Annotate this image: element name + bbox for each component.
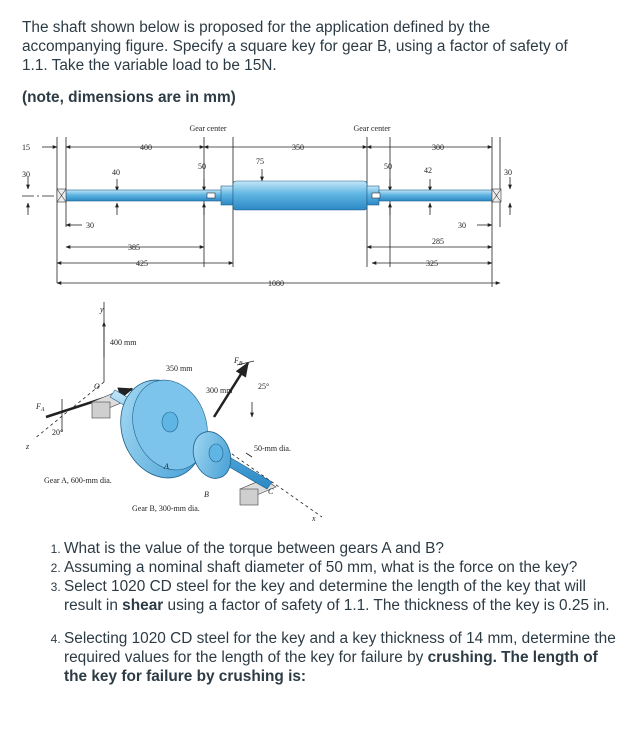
- problem-intro: The shaft shown below is proposed for the application defined by the accompanying figure. Specify a square key for gear B, using a factor of safety of 1.1. Take the variable load to be 15N.: [22, 19, 568, 74]
- dim-30-left-dia: 30: [22, 170, 30, 179]
- point-c-label: C: [268, 487, 274, 496]
- dim-300mm: 300 mm: [206, 386, 233, 395]
- dim-30-bottom-left: 30: [86, 221, 94, 230]
- dim-425: 425: [136, 259, 148, 268]
- gear-a-label: Gear A, 600-mm dia.: [44, 476, 112, 485]
- question-4: 4. Selecting 1020 CD steel for the key and a key thickness of 14 mm, determine the required values for the length of the key for failure by crushing. The length of the key for failure by crushing is:: [64, 629, 624, 686]
- axis-y-label: y: [100, 305, 104, 314]
- axis-x-label: x: [312, 514, 316, 523]
- axis-z-label: z: [26, 442, 30, 451]
- question-3: 3. Select 1020 CD steel for the key and determine the length of the key that will result in shear using a factor of safety of 1.1. The thickness of the key is 0.25 in.: [64, 577, 624, 615]
- angle-a-label: 20°: [52, 428, 64, 437]
- question-1: 1. What is the value of the torque between gears A and B?: [64, 539, 624, 558]
- dimension-note: (note, dimensions are in mm): [22, 89, 236, 106]
- point-a-label: A: [164, 462, 169, 471]
- dim-30-right-dia: 30: [504, 168, 512, 177]
- dim-385: 385: [128, 243, 140, 252]
- dim-350: 350: [292, 143, 304, 152]
- dim-40: 40: [112, 168, 120, 177]
- dim-50-left: 50: [198, 162, 206, 171]
- dim-50-right: 50: [384, 162, 392, 171]
- force-b-label: $F_B$: [234, 356, 243, 367]
- dim-325: 325: [426, 259, 438, 268]
- dim-400: 400: [140, 143, 152, 152]
- gear-center-label-left: Gear center: [189, 124, 227, 133]
- point-b-label: B: [204, 490, 209, 499]
- question-2: 2. Assuming a nominal shaft diameter of 50 mm, what is the force on the key?: [64, 558, 624, 577]
- shaft-figure: [22, 117, 512, 525]
- dim-1080: 1080: [268, 279, 284, 288]
- dim-350mm: 350 mm: [166, 364, 193, 373]
- dim-300: 300: [432, 143, 444, 152]
- shaft-diameter-label: 50-mm dia.: [254, 444, 291, 453]
- angle-b-label: 25°: [258, 382, 270, 391]
- dim-15: 15: [22, 143, 30, 152]
- question-list: [26, 539, 624, 686]
- force-a-label: $F_A$: [36, 402, 45, 413]
- dim-285: 285: [432, 237, 444, 246]
- origin-label: O: [94, 382, 100, 391]
- dim-30-bottom-right: 30: [458, 221, 466, 230]
- dim-400mm: 400 mm: [110, 338, 137, 347]
- gear-center-label-right: Gear center: [353, 124, 391, 133]
- dim-42: 42: [424, 166, 432, 175]
- shaft-body: [57, 181, 501, 210]
- gear-b-label: Gear B, 300-mm dia.: [132, 504, 200, 513]
- dim-75: 75: [256, 157, 264, 166]
